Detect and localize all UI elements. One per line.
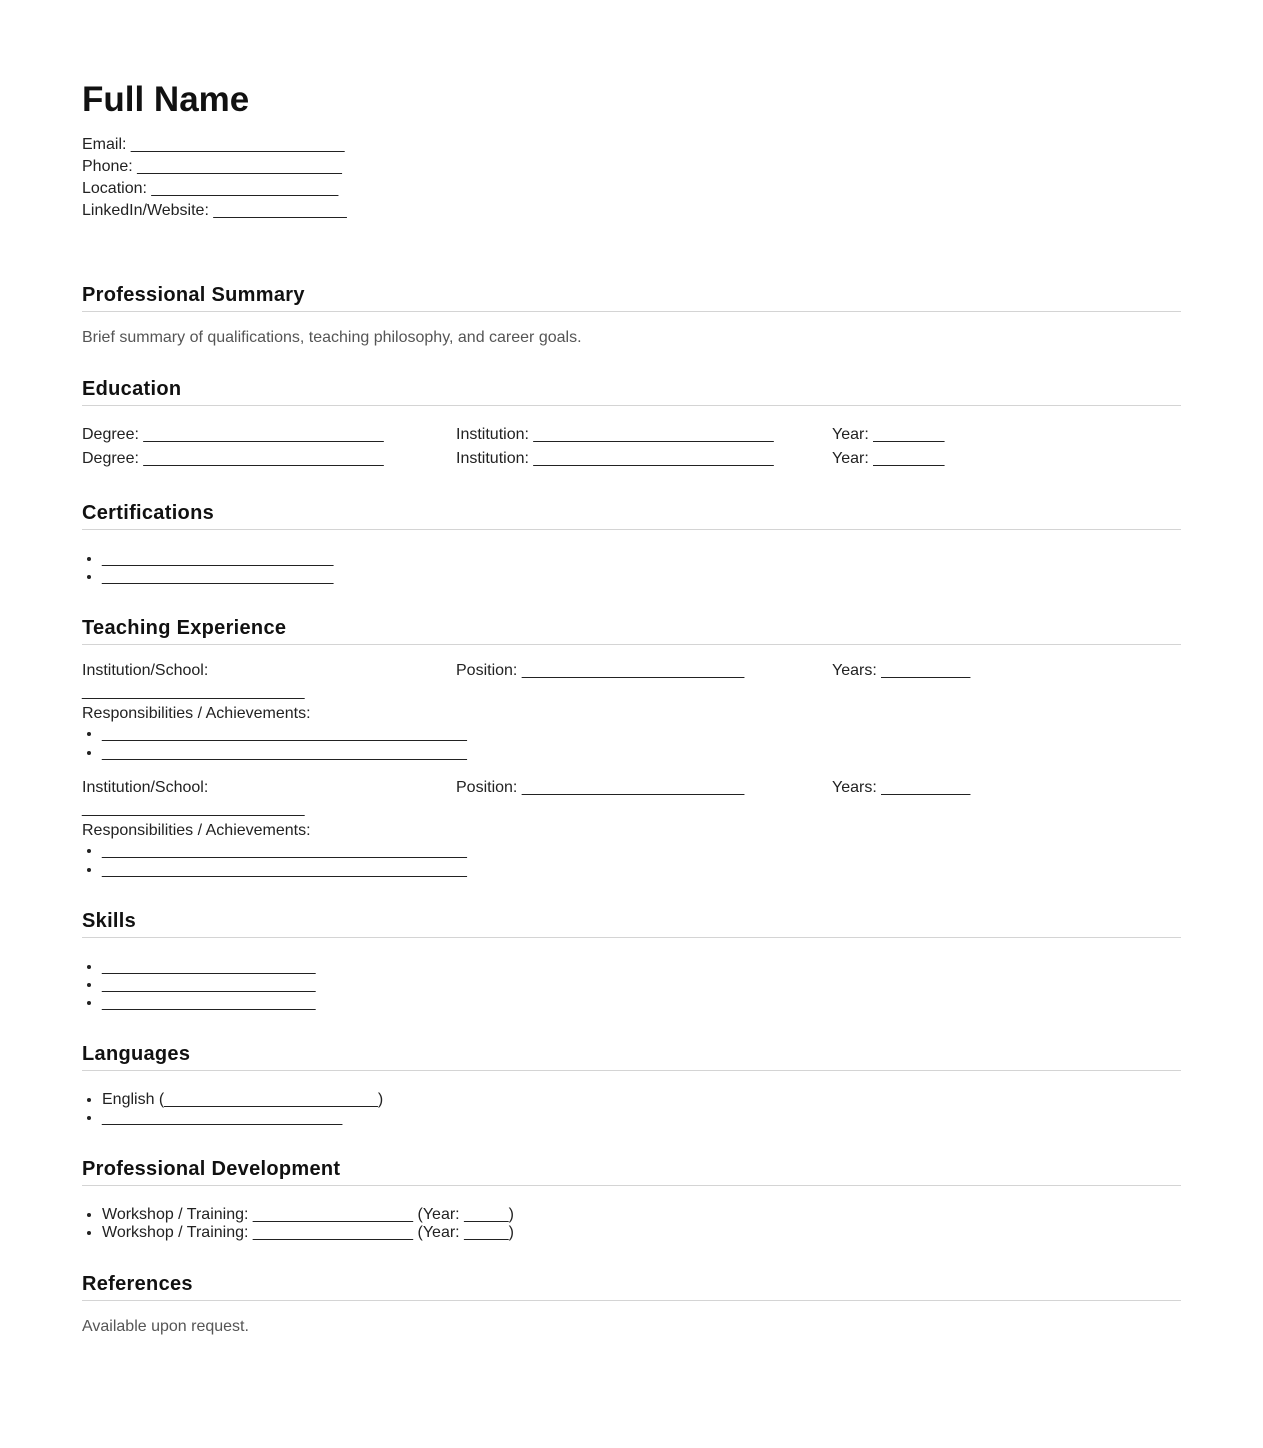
institution-school-label: Institution/School: (82, 779, 209, 796)
position-label: Position: (456, 662, 518, 679)
responsibility-item (102, 860, 1181, 879)
language-item (102, 1091, 1181, 1109)
section-professional-development (82, 1158, 1181, 1242)
position-blank: _________________________ (521, 662, 745, 679)
certification-blank: __________________________ (102, 550, 334, 567)
section-teaching-experience (82, 617, 1181, 879)
position-blank: _________________________ (521, 779, 745, 796)
contact-line-email (82, 134, 1181, 156)
references-text: Available upon request. (82, 1318, 249, 1335)
experience-grid (82, 777, 1181, 819)
email-blank: ________________________ (130, 136, 345, 153)
teaching-experience-title: Teaching Experience (82, 617, 1181, 645)
experience-entry (82, 660, 1181, 762)
responsibilities-label: Responsibilities / Achievements: (82, 822, 311, 839)
workshop-year-label: (Year: (417, 1224, 460, 1241)
responsibility-item (102, 724, 1181, 743)
responsibility-blank: _________________________________________ (102, 744, 467, 761)
contact-line-location (82, 178, 1181, 200)
position-label: Position: (456, 779, 518, 796)
contact-line-phone (82, 156, 1181, 178)
professional-development-list (82, 1206, 1181, 1242)
workshop-blank: __________________ (252, 1206, 414, 1223)
location-blank: _____________________ (151, 180, 339, 197)
section-certifications (82, 502, 1181, 586)
workshop-year-blank: _____ (464, 1224, 509, 1241)
workshop-blank: __________________ (252, 1224, 414, 1241)
institution-blank: ___________________________ (533, 426, 774, 443)
skills-title: Skills (82, 910, 1181, 938)
year-blank: ________ (873, 426, 945, 443)
phone-label: Phone: (82, 158, 133, 175)
institution-school-blank: _________________________ (82, 683, 305, 700)
section-references (82, 1273, 1181, 1336)
workshop-item (102, 1224, 1181, 1242)
education-grid (82, 423, 1181, 471)
experience-grid (82, 660, 1181, 702)
year-blank: ________ (873, 450, 945, 467)
institution-school-label: Institution/School: (82, 662, 209, 679)
certification-blank: __________________________ (102, 568, 334, 585)
certification-item (102, 568, 1181, 586)
degree-blank: ___________________________ (143, 450, 384, 467)
certifications-title: Certifications (82, 502, 1181, 530)
years-blank: __________ (881, 779, 971, 796)
experience-entry (82, 777, 1181, 879)
workshop-year-blank: _____ (464, 1206, 509, 1223)
skill-blank: ________________________ (102, 958, 316, 975)
responsibility-item (102, 841, 1181, 860)
education-degree-cell (82, 423, 456, 447)
education-institution-cell (456, 447, 832, 471)
years-label: Years: (832, 662, 877, 679)
section-professional-summary (82, 284, 1181, 347)
certification-item (102, 550, 1181, 568)
phone-blank: _______________________ (137, 158, 342, 175)
skill-item (102, 976, 1181, 994)
language-blank: ___________________________ (102, 1109, 343, 1126)
institution-blank: ___________________________ (533, 450, 774, 467)
responsibility-item (102, 743, 1181, 762)
workshop-item (102, 1206, 1181, 1224)
experience-position-cell (456, 777, 832, 819)
institution-label: Institution: (456, 426, 529, 443)
language-item (102, 1109, 1181, 1127)
years-label: Years: (832, 779, 877, 796)
location-label: Location: (82, 180, 147, 197)
institution-label: Institution: (456, 450, 529, 467)
skill-blank: ________________________ (102, 994, 316, 1011)
skills-list (82, 958, 1181, 1012)
workshop-close-paren: ) (508, 1206, 514, 1223)
professional-development-title: Professional Development (82, 1158, 1181, 1186)
languages-list (82, 1091, 1181, 1127)
experience-years-cell (832, 660, 1181, 702)
certifications-list (82, 550, 1181, 586)
experience-position-cell (456, 660, 832, 702)
degree-label: Degree: (82, 450, 139, 467)
workshop-close-paren: ) (508, 1224, 514, 1241)
experience-institution-cell (82, 660, 456, 702)
languages-title: Languages (82, 1043, 1181, 1071)
year-label: Year: (832, 450, 869, 467)
workshop-label: Workshop / Training: (102, 1224, 249, 1241)
education-degree-cell (82, 447, 456, 471)
references-title: References (82, 1273, 1181, 1301)
contact-info (82, 134, 1181, 222)
language-blank: ________________________ (164, 1091, 378, 1108)
full-name-heading: Full Name (82, 80, 250, 119)
professional-summary-title: Professional Summary (82, 284, 1181, 312)
responsibilities-list (82, 724, 1181, 762)
email-label: Email: (82, 136, 127, 153)
language-prefix: English ( (102, 1091, 165, 1108)
responsibilities-label: Responsibilities / Achievements: (82, 705, 311, 722)
professional-summary-text: Brief summary of qualifications, teaching philosophy, and career goals. (82, 329, 582, 346)
linkedin-label: LinkedIn/Website: (82, 202, 209, 219)
section-education (82, 378, 1181, 471)
years-blank: __________ (881, 662, 971, 679)
workshop-label: Workshop / Training: (102, 1206, 249, 1223)
section-skills (82, 910, 1181, 1012)
responsibility-blank: _________________________________________ (102, 842, 467, 859)
linkedin-blank: _______________ (213, 202, 347, 219)
education-title: Education (82, 378, 1181, 406)
experience-institution-cell (82, 777, 456, 819)
language-suffix: ) (377, 1091, 384, 1108)
education-year-cell (832, 447, 1181, 471)
responsibility-blank: _________________________________________ (102, 725, 467, 742)
year-label: Year: (832, 426, 869, 443)
workshop-year-label: (Year: (417, 1206, 460, 1223)
responsibilities-list (82, 841, 1181, 879)
skill-item (102, 958, 1181, 976)
experience-years-cell (832, 777, 1181, 819)
institution-school-blank: _________________________ (82, 800, 305, 817)
skill-blank: ________________________ (102, 976, 316, 993)
contact-line-linkedin (82, 200, 1181, 222)
responsibility-blank: _________________________________________ (102, 861, 467, 878)
section-languages (82, 1043, 1181, 1127)
skill-item (102, 994, 1181, 1012)
degree-label: Degree: (82, 426, 139, 443)
degree-blank: ___________________________ (143, 426, 384, 443)
education-institution-cell (456, 423, 832, 447)
education-year-cell (832, 423, 1181, 447)
